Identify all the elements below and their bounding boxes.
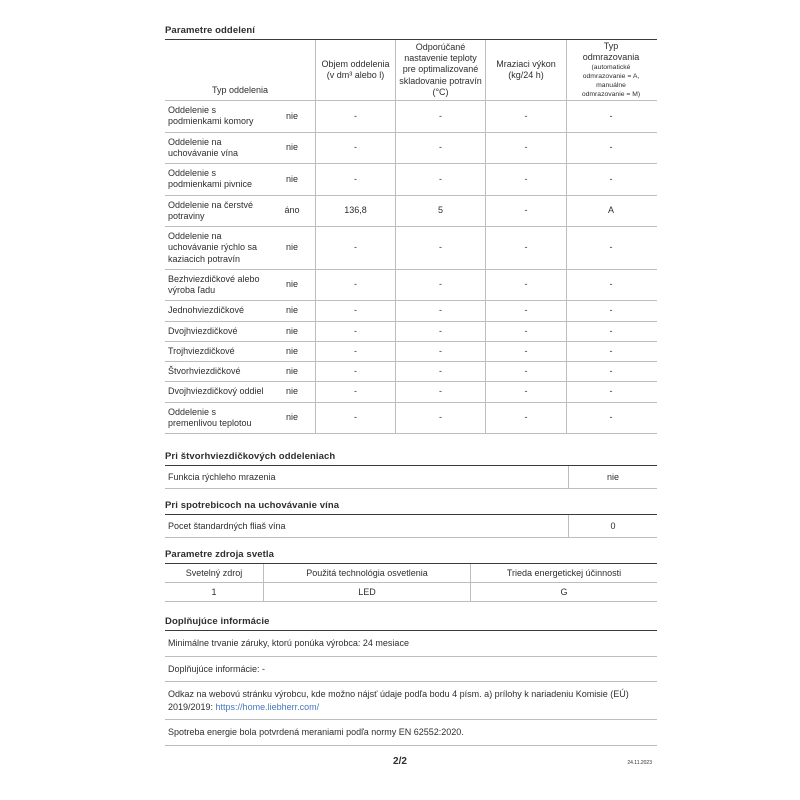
- wine-bottles-value: 0: [568, 515, 657, 537]
- compartment-temperature: -: [395, 342, 485, 361]
- wine-bottles-label: Pocet štandardných fliaš vína: [168, 521, 286, 531]
- column-header-temperature: Odporúčané nastavenie teploty pre optimalizované skladovanie potravín (°C): [395, 40, 485, 100]
- light-source-value: 1: [211, 587, 217, 597]
- compartment-temperature: -: [395, 164, 485, 195]
- light-technology-value: LED: [263, 583, 470, 601]
- compartment-present: nie: [285, 142, 298, 153]
- compartment-volume: -: [315, 133, 395, 164]
- manufacturer-link-text: Odkaz na webovú stránku výrobcu, kde možno nájsť údaje podľa bodu 4 písm. a) prílohy k nariadeniu Komisie (EÚ) 2019/2019:: [168, 689, 629, 712]
- column-header-freezing-capacity: Mraziaci výkon (kg/24 h): [485, 40, 566, 100]
- manufacturer-website-link[interactable]: https://home.liebherr.com/: [215, 701, 320, 712]
- light-header-row: [165, 564, 657, 583]
- column-header-volume: Objem oddelenia (v dm³ alebo l): [315, 40, 395, 100]
- compartment-present: nie: [285, 366, 298, 376]
- compartment-present: nie: [285, 242, 298, 253]
- column-header-type: Typ oddelenia: [211, 84, 269, 95]
- compartment-present: nie: [285, 386, 298, 397]
- compartment-freezing: -: [485, 133, 566, 164]
- compartment-label: Štvorhviezdičkové: [168, 366, 241, 376]
- compartment-present: nie: [285, 412, 298, 423]
- compartment-volume: -: [315, 322, 395, 341]
- compartment-temperature: -: [395, 403, 485, 434]
- fast-freeze-label: Funkcia rýchleho mrazenia: [168, 472, 276, 482]
- table-row: [165, 382, 657, 402]
- compartment-freezing: -: [485, 227, 566, 269]
- table-row: [165, 466, 657, 489]
- compartment-defrost: -: [566, 270, 655, 301]
- compartments-title: Parametre oddelení: [165, 25, 657, 40]
- compartment-volume: -: [315, 403, 395, 434]
- table-row: [165, 362, 657, 382]
- compartment-defrost: -: [566, 101, 655, 132]
- compartment-defrost: A: [566, 196, 655, 227]
- document-content: [165, 25, 657, 746]
- compartment-label: Oddelenie s podmienkami komory: [168, 105, 254, 127]
- compartment-temperature: -: [395, 322, 485, 341]
- compartment-defrost: -: [566, 164, 655, 195]
- light-source-title: Parametre zdroja svetla: [165, 549, 657, 564]
- section-light-source: [165, 549, 657, 602]
- light-value-row: [165, 583, 657, 602]
- table-row: [165, 133, 657, 165]
- section-additional-info: [165, 616, 657, 746]
- compartment-defrost: -: [566, 227, 655, 269]
- compartment-volume: -: [315, 227, 395, 269]
- compartment-present: áno: [284, 205, 300, 216]
- compartment-label: Oddelenie s premenlivou teplotou: [168, 406, 252, 428]
- compartment-volume: -: [315, 362, 395, 381]
- compartment-present: nie: [285, 110, 298, 121]
- compartment-label: Dvojhviezdičkové: [168, 325, 238, 336]
- compartments-header-row: [165, 40, 657, 101]
- page-number: 2/2: [393, 756, 407, 767]
- section-compartments: [165, 25, 657, 434]
- compartment-present: nie: [285, 345, 298, 356]
- compartment-temperature: -: [395, 362, 485, 381]
- table-row: [165, 227, 657, 270]
- compartments-table: [165, 40, 657, 434]
- compartment-volume: -: [315, 101, 395, 132]
- compartment-freezing: -: [485, 362, 566, 381]
- compartment-volume: -: [315, 382, 395, 401]
- four-star-title: Pri štvorhviezdičkových oddeleniach: [165, 451, 657, 466]
- section-wine-storage: [165, 500, 657, 538]
- compartment-present: nie: [285, 173, 298, 184]
- compartment-present: nie: [285, 325, 298, 336]
- wine-storage-title: Pri spotrebicoch na uchovávanie vína: [165, 500, 657, 515]
- compartment-volume: -: [315, 270, 395, 301]
- compartment-volume: -: [315, 342, 395, 361]
- compartment-defrost: -: [566, 322, 655, 341]
- compartment-volume: -: [315, 301, 395, 320]
- compartment-label: Trojhviezdičkové: [168, 345, 235, 356]
- compartment-defrost: -: [566, 301, 655, 320]
- light-efficiency-header: Trieda energetickej účinnosti: [470, 564, 657, 582]
- compartment-volume: -: [315, 164, 395, 195]
- compartment-temperature: -: [395, 270, 485, 301]
- compartment-freezing: -: [485, 382, 566, 401]
- light-efficiency-value: G: [470, 583, 657, 601]
- table-row: [165, 196, 657, 228]
- compartment-freezing: -: [485, 164, 566, 195]
- compartment-freezing: -: [485, 270, 566, 301]
- compartment-temperature: -: [395, 133, 485, 164]
- column-header-defrost-type: [566, 40, 655, 100]
- table-row: [165, 322, 657, 342]
- manufacturer-link-row: [165, 682, 657, 720]
- compartment-label: Oddelenie s podmienkami pivnice: [168, 168, 253, 190]
- compartment-defrost: -: [566, 133, 655, 164]
- compartment-defrost: -: [566, 382, 655, 401]
- compartment-temperature: 5: [395, 196, 485, 227]
- compartment-label: Jednohviezdičkové: [168, 305, 245, 316]
- table-row: [165, 301, 657, 321]
- compartment-freezing: -: [485, 301, 566, 320]
- table-row: [165, 342, 657, 362]
- warranty-row: Minimálne trvanie záruky, ktorú ponúka výrobca: 24 mesiace: [165, 631, 657, 657]
- compartment-label: Oddelenie na uchovávanie rýchlo sa kaziacich potravín: [168, 231, 258, 264]
- energy-standard-row: Spotreba energie bola potvrdená meraniami podľa normy EN 62552:2020.: [165, 720, 657, 746]
- compartment-defrost: -: [566, 342, 655, 361]
- document-date: 24.11.2023: [627, 760, 652, 766]
- additional-info-title: Doplňujúce informácie: [165, 616, 657, 631]
- table-row: [165, 270, 657, 302]
- defrost-type-label: Typ odmrazovania: [582, 40, 640, 62]
- compartment-present: nie: [285, 279, 298, 290]
- table-row: [165, 515, 657, 538]
- compartment-label: Dvojhviezdičkový oddiel: [168, 386, 264, 397]
- compartment-freezing: -: [485, 196, 566, 227]
- light-source-header: Svetelný zdroj: [185, 568, 243, 578]
- compartment-present: nie: [285, 305, 298, 316]
- extra-info-row: Doplňujúce informácie: -: [165, 657, 657, 683]
- compartment-defrost: -: [566, 362, 655, 381]
- light-technology-header: Použitá technológia osvetlenia: [263, 564, 470, 582]
- compartment-defrost: -: [566, 403, 655, 434]
- compartment-temperature: -: [395, 301, 485, 320]
- compartment-label: Oddelenie na čerstvé potraviny: [168, 199, 254, 221]
- compartment-volume: 136,8: [315, 196, 395, 227]
- compartment-label: Bezhviezdičkové alebo výroba ľadu: [168, 273, 260, 295]
- table-row: [165, 101, 657, 133]
- compartment-temperature: -: [395, 227, 485, 269]
- compartment-freezing: -: [485, 403, 566, 434]
- table-row: [165, 164, 657, 196]
- defrost-type-note: (automatické odmrazovanie = A, manuálne odmrazovanie = M): [581, 64, 641, 98]
- table-row: [165, 403, 657, 435]
- fast-freeze-value: nie: [568, 466, 657, 488]
- compartment-freezing: -: [485, 101, 566, 132]
- compartment-freezing: -: [485, 322, 566, 341]
- compartment-freezing: -: [485, 342, 566, 361]
- section-four-star: [165, 451, 657, 489]
- compartment-temperature: -: [395, 101, 485, 132]
- compartment-temperature: -: [395, 382, 485, 401]
- compartment-label: Oddelenie na uchovávanie vína: [168, 136, 239, 158]
